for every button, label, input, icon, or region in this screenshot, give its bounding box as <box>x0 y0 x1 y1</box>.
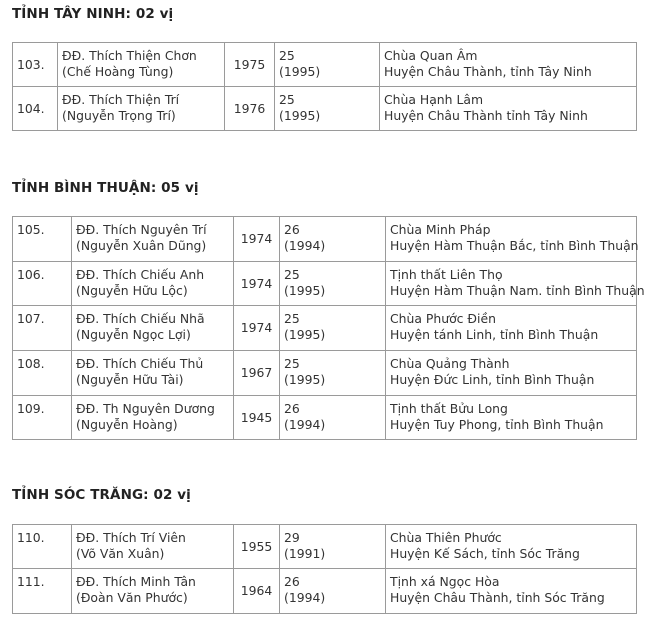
temple-cell: Tịnh thất Bửu Long Huyện Tuy Phong, tỉnh Bình Thuận <box>386 396 637 440</box>
birth-year: 1974 <box>234 262 280 306</box>
monk-name-cell: ĐĐ. Thích Chiếu Anh (Nguyễn Hữu Lộc) <box>72 262 234 306</box>
monk-name-cell: ĐĐ. Thích Trí Viên (Võ Văn Xuân) <box>72 525 234 569</box>
row-number: 108. <box>13 351 72 396</box>
temple-cell: Tịnh xá Ngọc Hòa Huyện Châu Thành, tỉnh Sóc Trăng <box>386 569 637 614</box>
temple-cell: Chùa Quan Âm Huyện Châu Thành, tỉnh Tây Ninh <box>380 43 637 87</box>
temple-cell: Tịnh thất Liên Thọ Huyện Hàm Thuận Nam. tỉnh Bình Thuận <box>386 262 637 306</box>
temple-cell: Chùa Phước Điền Huyện tánh Linh, tỉnh Bình Thuận <box>386 306 637 351</box>
age-cell: 26 (1994) <box>280 569 386 614</box>
birth-year: 1967 <box>234 351 280 396</box>
monk-name-cell: ĐĐ. Thích Thiện Trí (Nguyễn Trọng Trí) <box>58 87 225 131</box>
age-cell: 25 (1995) <box>280 306 386 351</box>
row-number: 111. <box>13 569 72 614</box>
row-number: 107. <box>13 306 72 351</box>
monk-name-cell: ĐĐ. Thích Minh Tân (Đoàn Văn Phước) <box>72 569 234 614</box>
row-number: 104. <box>13 87 58 131</box>
birth-year: 1975 <box>225 43 275 87</box>
age-cell: 26 (1994) <box>280 396 386 440</box>
age-cell: 29 (1991) <box>280 525 386 569</box>
table-row <box>13 396 637 440</box>
birth-year: 1945 <box>234 396 280 440</box>
table-soc-trang <box>12 524 637 614</box>
temple-cell: Chùa Minh Pháp Huyện Hàm Thuận Bắc, tỉnh Bình Thuận <box>386 217 637 262</box>
birth-year: 1976 <box>225 87 275 131</box>
monk-name-cell: ĐĐ. Thích Chiếu Nhã (Nguyễn Ngọc Lợi) <box>72 306 234 351</box>
monk-name-cell: ĐĐ. Thích Chiếu Thủ (Nguyễn Hữu Tài) <box>72 351 234 396</box>
age-cell: 25 (1995) <box>275 87 380 131</box>
table-tay-ninh <box>12 42 637 131</box>
row-number: 103. <box>13 43 58 87</box>
table-binh-thuan <box>12 216 645 440</box>
monk-name-cell: ĐĐ. Thích Thiện Chơn (Chế Hoàng Tùng) <box>58 43 225 87</box>
table-row <box>13 351 637 396</box>
age-cell: 25 (1995) <box>280 351 386 396</box>
birth-year: 1955 <box>234 525 280 569</box>
section-heading-soc-trang: TỈNH SÓC TRĂNG: 02 vị <box>12 487 191 503</box>
monk-name-cell: ĐĐ. Thích Nguyên Trí (Nguyễn Xuân Dũng) <box>72 217 234 262</box>
table-row <box>13 262 637 306</box>
row-number: 106. <box>13 262 72 306</box>
table-row <box>13 525 637 569</box>
section-heading-tay-ninh: TỈNH TÂY NINH: 02 vị <box>12 6 174 22</box>
table-row <box>13 306 637 351</box>
monk-name-cell: ĐĐ. Th Nguyên Dương (Nguyễn Hoàng) <box>72 396 234 440</box>
temple-cell: Chùa Hạnh Lâm Huyện Châu Thành tỉnh Tây Ninh <box>380 87 637 131</box>
age-cell: 25 (1995) <box>275 43 380 87</box>
age-cell: 26 (1994) <box>280 217 386 262</box>
birth-year: 1964 <box>234 569 280 614</box>
row-number: 110. <box>13 525 72 569</box>
row-number: 105. <box>13 217 72 262</box>
birth-year: 1974 <box>234 217 280 262</box>
age-cell: 25 (1995) <box>280 262 386 306</box>
table-row <box>13 43 637 87</box>
temple-cell: Chùa Thiên Phước Huyện Kế Sách, tỉnh Sóc Trăng <box>386 525 637 569</box>
table-row <box>13 87 637 131</box>
birth-year: 1974 <box>234 306 280 351</box>
section-heading-binh-thuan: TỈNH BÌNH THUẬN: 05 vị <box>12 180 199 196</box>
row-number: 109. <box>13 396 72 440</box>
table-row <box>13 217 637 262</box>
temple-cell: Chùa Quảng Thành Huyện Đức Linh, tỉnh Bình Thuận <box>386 351 637 396</box>
table-row <box>13 569 637 614</box>
